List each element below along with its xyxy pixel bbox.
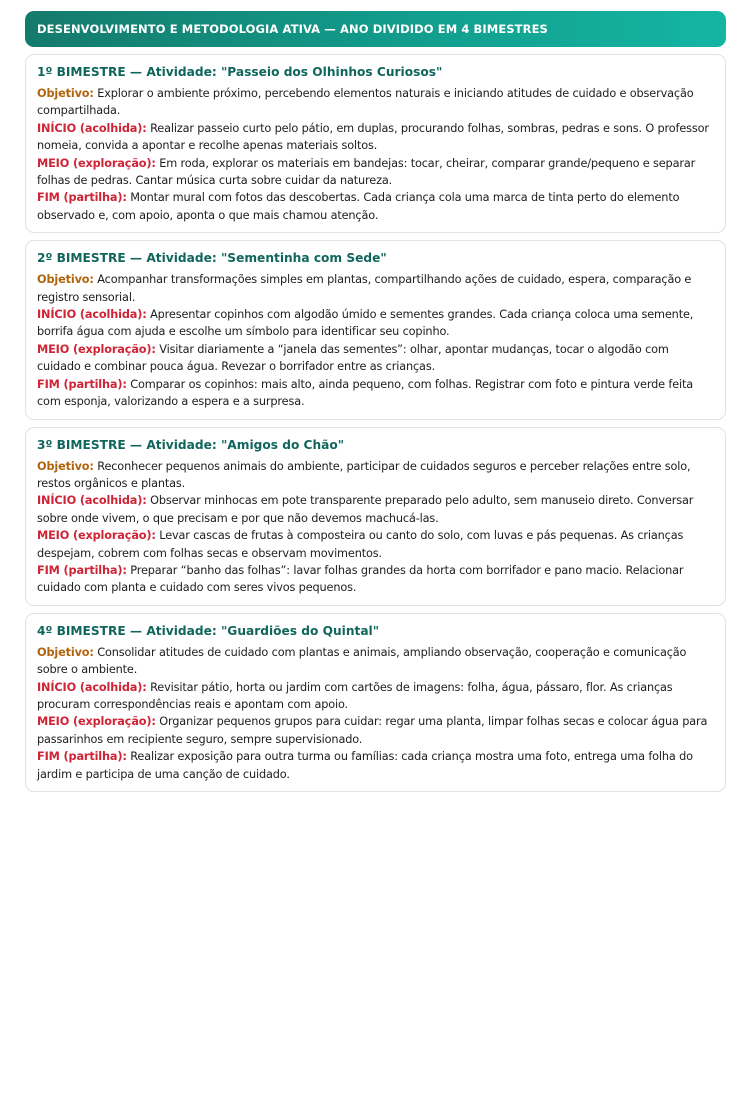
start-label: INÍCIO (acolhida): [37,308,147,322]
objective-label: Objetivo: [37,87,94,100]
end-paragraph [37,748,713,783]
objective-paragraph [37,644,713,679]
objective-text: Reconhecer pequenos animais do ambiente, participar de cuidados seguros e perceber relações entre solo, restos orgânicos e plantas. [37,459,691,490]
objective-paragraph [37,271,713,306]
start-paragraph [37,679,713,714]
bimester-title: 4º BIMESTRE — Atividade: "Guardiões do Quintal" [37,623,380,638]
end-paragraph [37,562,713,597]
start-text: Realizar passeio curto pelo pátio, em duplas, procurando folhas, sombras, pedras e sons. O professor nomeia, convida a apontar e recolhe apenas materiais soltos. [37,121,709,153]
end-label: FIM (partilha): [37,563,127,577]
end-paragraph [37,189,713,224]
page-title: DESENVOLVIMENTO E METODOLOGIA ATIVA — ANO DIVIDIDO EM 4 BIMESTRES [37,22,548,36]
objective-paragraph [37,458,713,493]
bimester-card-2 [25,240,726,419]
bimester-title: 2º BIMESTRE — Atividade: "Sementinha com Sede" [37,251,387,266]
objective-text: Explorar o ambiente próximo, percebendo elementos naturais e iniciando atitudes de cuidado e observação compartilhada. [37,87,694,118]
bimester-card-1 [25,54,726,233]
end-text: Preparar “banho das folhas”: lavar folhas grandes da horta com borrifador e pano macio. Relacionar cuidado com planta e cuidado com seres vivos pequenos. [37,563,684,595]
middle-text: Em roda, explorar os materiais em bandejas: tocar, cheirar, comparar grande/pequeno e separar folhas de pedras. Cantar música curta sobre cuidar da natureza. [37,156,696,188]
objective-text: Consolidar atitudes de cuidado com plantas e animais, ampliando observação, cooperação e comunicação sobre o ambiente. [37,645,687,677]
middle-text: Levar cascas de frutas à composteira ou canto do solo, com luvas e pás pequenas. As crianças despejam, cobrem com folhas secas e observam movimentos. [37,529,684,560]
middle-paragraph [37,155,713,190]
start-label: INÍCIO (acolhida): [37,121,147,135]
start-text: Apresentar copinhos com algodão úmido e sementes grandes. Cada criança coloca uma semente, borrifa água com ajuda e escolhe um símbolo para identificar seu copinho. [37,308,694,339]
end-text: Montar mural com fotos das descobertas. Cada criança cola uma marca de tinta perto do elemento observado e, com apoio, aponta o que mais chamou atenção. [37,191,680,222]
page-header [25,11,726,47]
bimester-card-4 [25,613,726,792]
bimester-title: 1º BIMESTRE — Atividade: "Passeio dos Olhinhos Curiosos" [37,65,443,79]
objective-paragraph [37,85,713,120]
middle-text: Organizar pequenos grupos para cuidar: regar uma planta, limpar folhas secas e colocar água para passarinhos em recipiente seguro, sempre supervisionado. [37,715,708,746]
middle-label: MEIO (exploração): [37,342,156,356]
bimester-title: 3º BIMESTRE — Atividade: "Amigos do Chão" [37,437,345,452]
start-text: Observar minhocas em pote transparente preparado pelo adulto, sem manuseio direto. Conversar sobre onde vivem, o que precisam e por que não devemos machucá-las. [37,494,694,525]
objective-label: Objetivo: [37,645,94,659]
middle-paragraph [37,713,713,748]
bimester-card-3 [25,427,726,606]
start-paragraph [37,120,713,155]
middle-paragraph [37,527,713,562]
objective-text: Acompanhar transformações simples em plantas, compartilhando ações de cuidado, espera, comparação e registro sensorial. [37,273,692,304]
middle-label: MEIO (exploração): [37,715,156,729]
start-label: INÍCIO (acolhida): [37,494,147,508]
start-text: Revisitar pátio, horta ou jardim com cartões de imagens: folha, água, pássaro, flor. As crianças procuram correspondências reais e apontam com apoio. [37,680,673,711]
middle-label: MEIO (exploração): [37,529,156,543]
middle-text: Visitar diariamente a “janela das sementes”: olhar, apontar mudanças, tocar o algodão com cuidado e combinar pouca água. Revezar o borrifador entre as crianças. [37,342,669,374]
start-paragraph [37,492,713,527]
end-label: FIM (partilha): [37,377,127,391]
end-label: FIM (partilha): [37,750,127,764]
end-paragraph [37,376,713,411]
objective-label: Objetivo: [37,459,94,473]
end-text: Realizar exposição para outra turma ou famílias: cada criança mostra uma foto, entrega uma folha do jardim e participa de uma canção de cuidado. [37,750,693,781]
middle-label: MEIO (exploração): [37,156,156,170]
objective-label: Objetivo: [37,273,94,287]
end-text: Comparar os copinhos: mais alto, ainda pequeno, com folhas. Registrar com foto e pintura verde feita com esponja, valorizando a espera e a surpresa. [37,377,694,409]
start-paragraph [37,306,713,341]
start-label: INÍCIO (acolhida): [37,680,147,694]
middle-paragraph [37,341,713,376]
end-label: FIM (partilha): [37,191,127,205]
